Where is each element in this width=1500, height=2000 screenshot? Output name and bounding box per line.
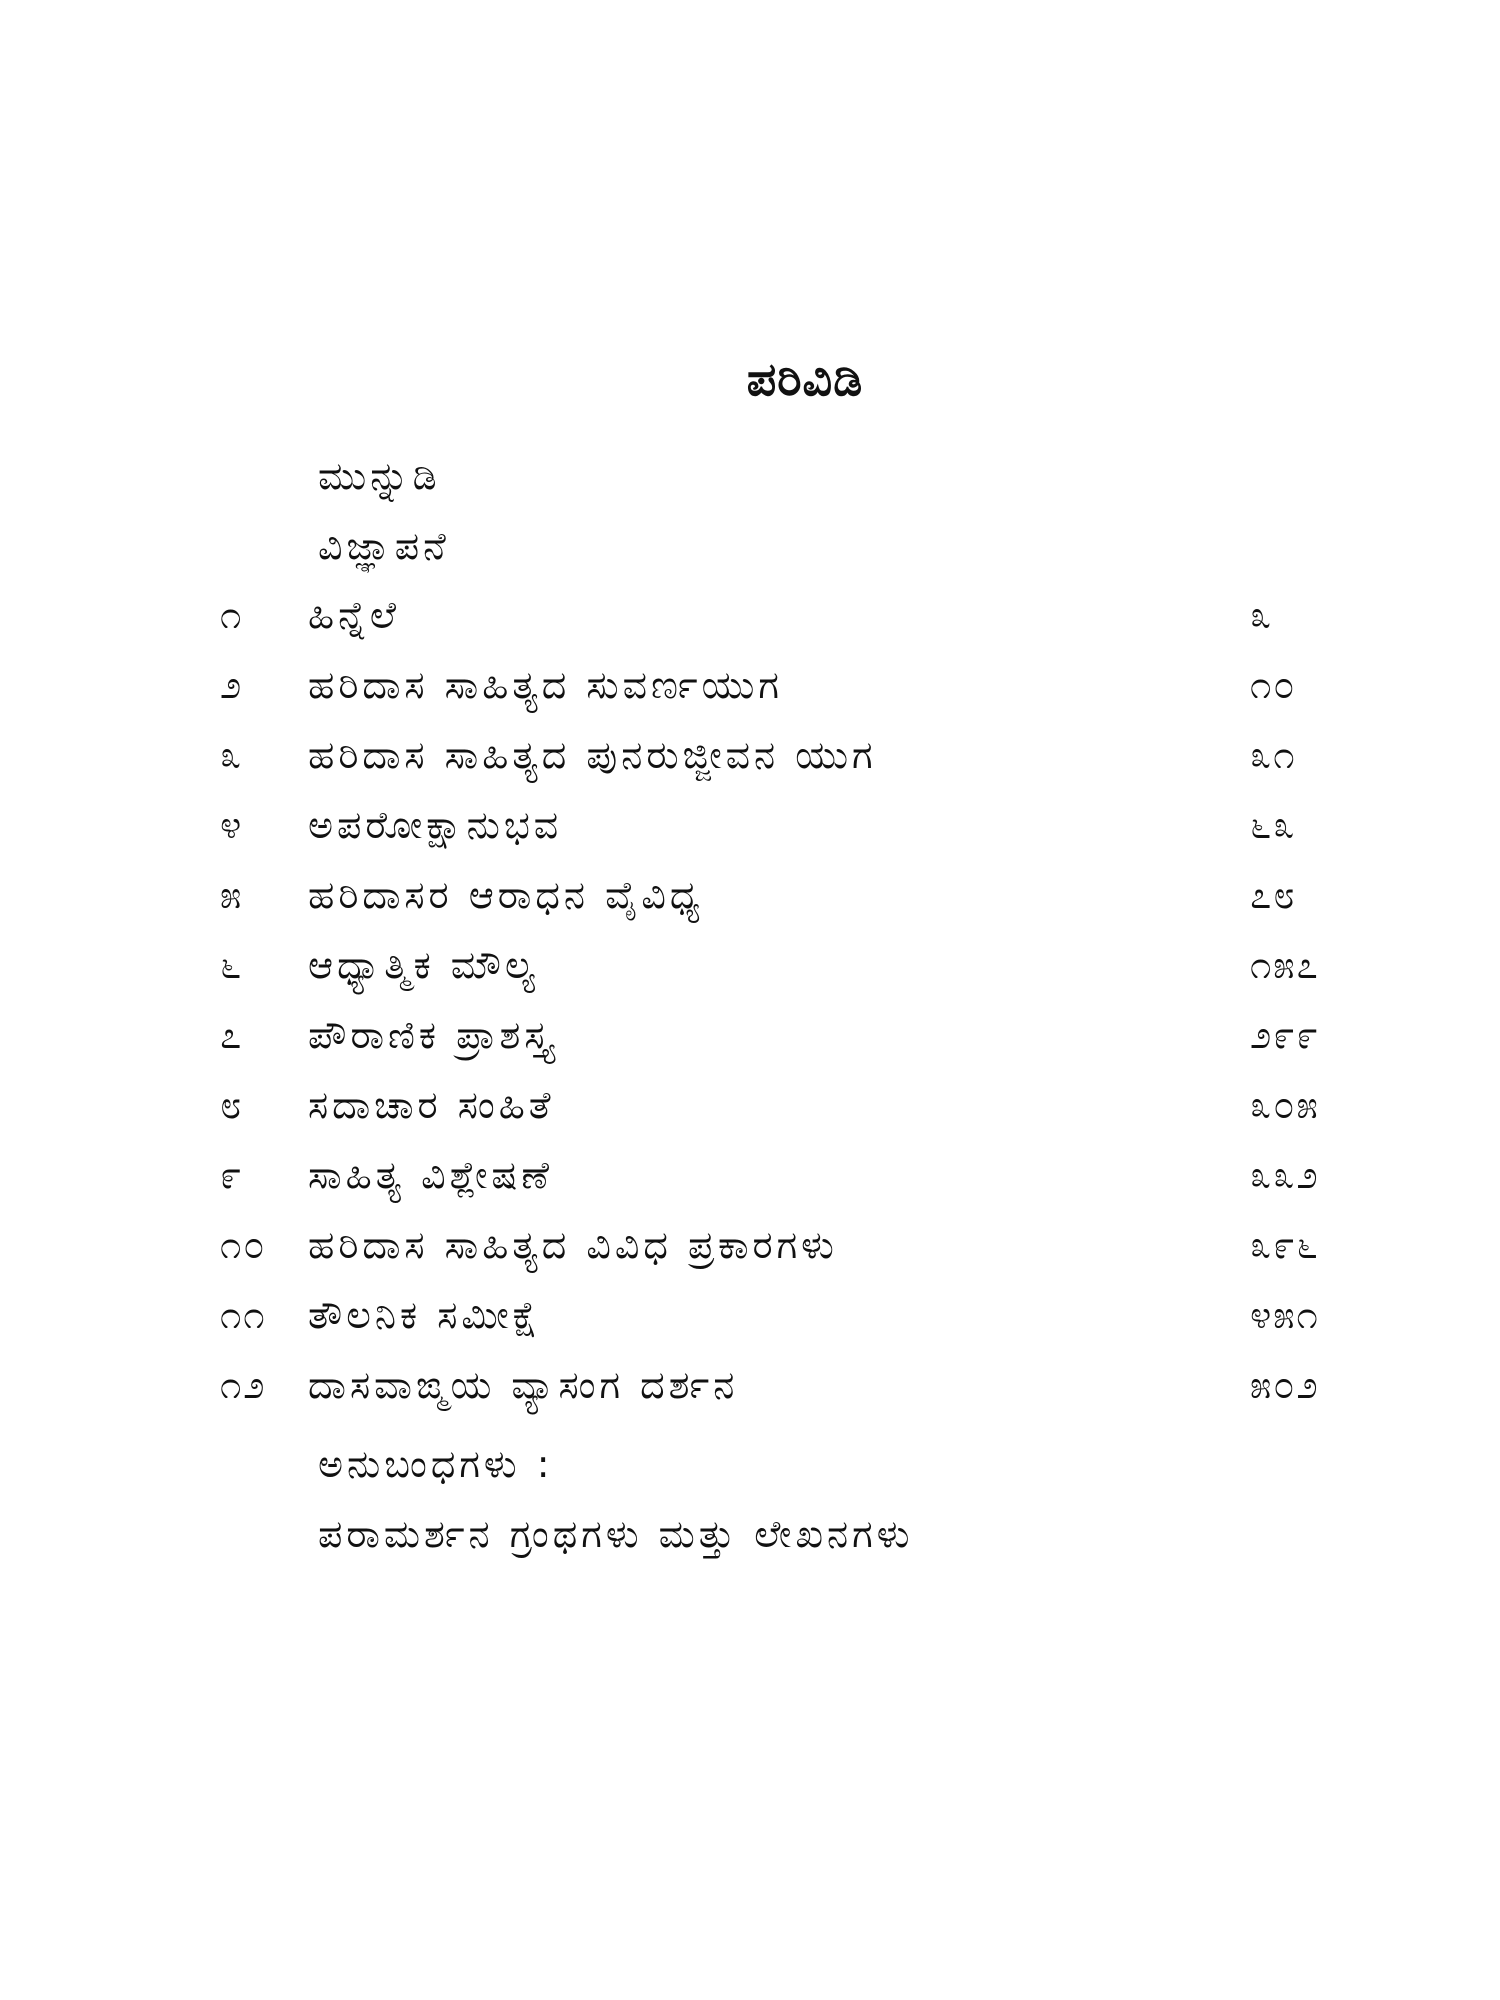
chapter-page-number: ೩ (1250, 593, 1274, 637)
chapter-page-number: ೨೯೯ (1250, 1013, 1320, 1057)
toc-row (220, 733, 1360, 793)
toc-row (220, 1223, 1360, 1283)
chapter-title: ಹರಿದಾಸರ ಆರಾಧನ ವೈವಿಧ್ಯ (308, 873, 704, 917)
chapter-page-number: ೪೫೧ (1250, 1293, 1320, 1337)
back-matter-item-references: ಪರಾಮರ್ಶನ ಗ್ರಂಥಗಳು ಮತ್ತು ಲೇಖನಗಳು (318, 1512, 914, 1556)
chapter-page-number: ೩೯೬ (1250, 1223, 1320, 1267)
chapter-number: ೯ (220, 1153, 244, 1197)
chapter-page-number: ೩೧ (1250, 733, 1297, 777)
chapter-number: ೨ (220, 663, 244, 707)
chapter-title: ಸಾಹಿತ್ಯ ವಿಶ್ಲೇಷಣೆ (308, 1153, 553, 1197)
chapter-page-number: ೭೮ (1250, 873, 1297, 917)
toc-row (220, 803, 1360, 863)
chapter-title: ತೌಲನಿಕ ಸಮೀಕ್ಷೆ (308, 1293, 542, 1337)
chapter-number: ೫ (220, 873, 244, 917)
chapter-page-number: ೧೫೭ (1250, 943, 1320, 987)
chapter-number: ೧ (220, 593, 244, 637)
toc-row (220, 1153, 1360, 1213)
chapter-number: ೩ (220, 733, 244, 777)
chapter-title: ಹಿನ್ನೆಲೆ (308, 593, 401, 637)
chapter-page-number: ೩೦೫ (1250, 1083, 1320, 1127)
toc-row (220, 1363, 1360, 1423)
back-matter-item-appendices: ಅನುಬಂಧಗಳು : (318, 1442, 554, 1486)
chapter-number: ೧೦ (220, 1223, 267, 1267)
chapter-page-number: ೬೩ (1250, 803, 1297, 847)
chapter-title: ಅಪರೋಕ್ಷಾನುಭವ (308, 803, 563, 847)
toc-row (220, 1083, 1360, 1143)
chapter-number: ೧೨ (220, 1363, 267, 1407)
chapter-title: ದಾಸವಾಙ್ಮಯ ವ್ಯಾಸಂಗ ದರ್ಶನ (308, 1363, 739, 1407)
chapter-number: ೮ (220, 1083, 244, 1127)
page-title: ಪರಿವಿಡಿ (746, 352, 864, 406)
toc-row (220, 873, 1360, 933)
chapter-number: ೪ (220, 803, 244, 847)
chapter-title: ಹರಿದಾಸ ಸಾಹಿತ್ಯದ ಪುನರುಜ್ಜೀವನ ಯುಗ (308, 733, 877, 777)
chapter-page-number: ೩೩೨ (1250, 1153, 1320, 1197)
front-matter-item-foreword: ಮುನ್ನುಡಿ (318, 454, 441, 498)
front-matter-item-notice: ವಿಜ್ಞಾಪನೆ (318, 524, 450, 568)
toc-row (220, 1013, 1360, 1073)
chapter-title: ಆಧ್ಯಾತ್ಮಿಕ ಮೌಲ್ಯ (308, 943, 539, 987)
chapter-title: ಸದಾಚಾರ ಸಂಹಿತೆ (308, 1083, 555, 1127)
toc-row (220, 943, 1360, 1003)
chapter-title: ಹರಿದಾಸ ಸಾಹಿತ್ಯದ ವಿವಿಧ ಪ್ರಕಾರಗಳು (308, 1223, 838, 1267)
chapter-page-number: ೫೦೨ (1250, 1363, 1320, 1407)
chapter-title: ಪೌರಾಣಿಕ ಪ್ರಾಶಸ್ತ್ಯ (308, 1013, 556, 1057)
chapter-page-number: ೧೦ (1250, 663, 1297, 707)
toc-row (220, 593, 1360, 653)
chapter-number: ೭ (220, 1013, 244, 1057)
toc-row (220, 1293, 1360, 1353)
chapter-number: ೬ (220, 943, 244, 987)
chapter-number: ೧೧ (220, 1293, 267, 1337)
toc-row (220, 663, 1360, 723)
chapter-title: ಹರಿದಾಸ ಸಾಹಿತ್ಯದ ಸುವರ್ಣಯುಗ (308, 663, 783, 707)
